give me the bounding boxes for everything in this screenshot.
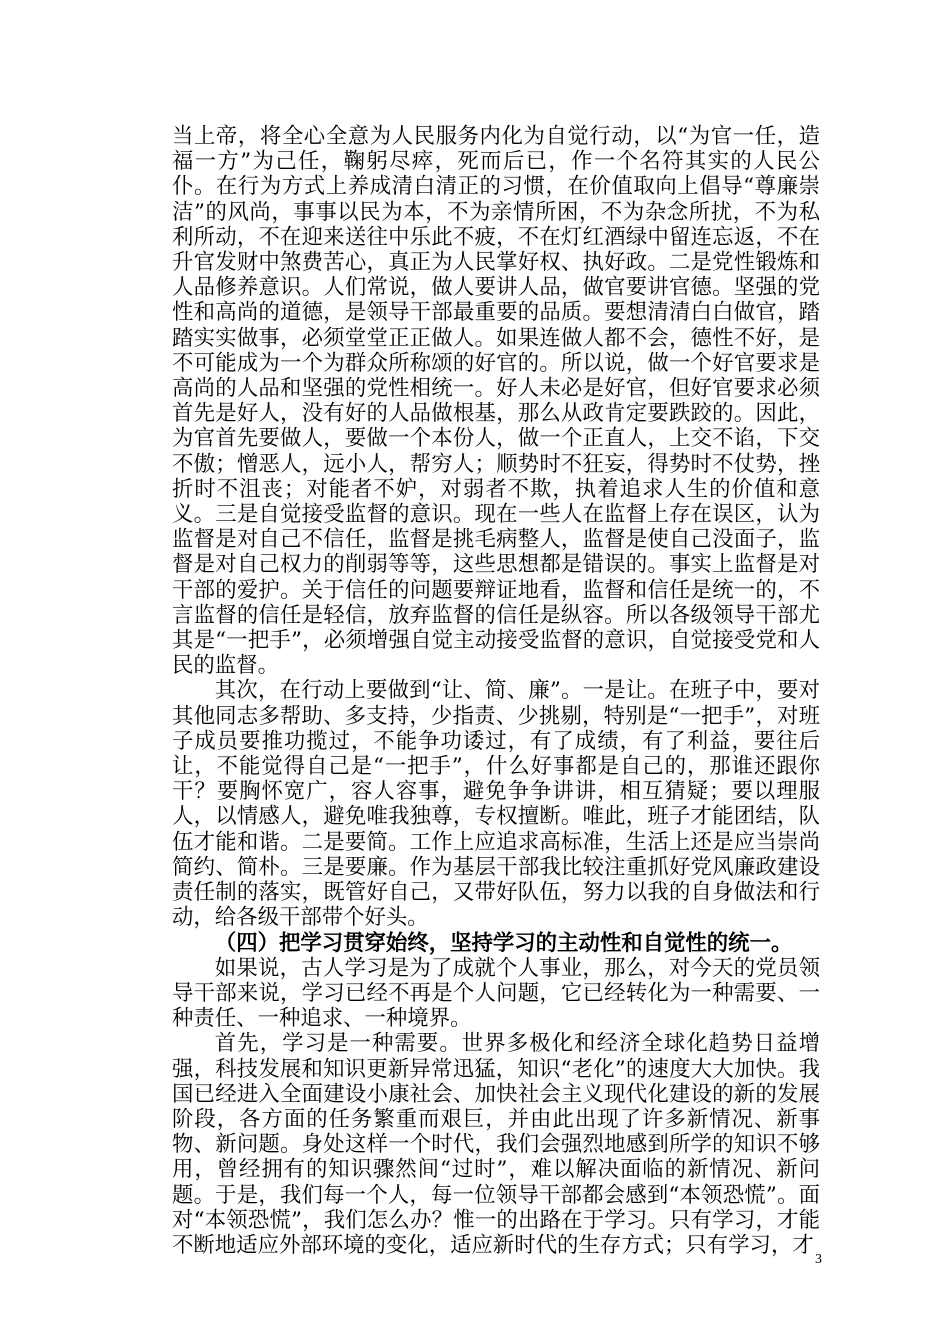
section-heading: （四）把学习贯穿始终，坚持学习的主动性和自觉性的统一。 bbox=[214, 930, 793, 956]
paragraph-learning-need: 首先，学习是一种需要。世界多极化和经济全球化趋势日益增强，科技发展和知识更新异常迅猛，知识“老化”的速度大大加快。我国已经进入全面建设小康社会、加快社会主义现代化建设的新的发展阶段，各方面的任务繁重而艰巨，并由此出现了许多新情况、新事物、新问题。身处这样一个时代，我们会强烈地感到所学的知识不够用，曾经拥有的知识骤然间“过时”，难以解决面临的新情况、新问题。于是，我们每一个人，每一位领导干部都会感到“本领恐慌”。面对“本领恐慌”，我们怎么办？惟一的出路在于学习。只有学习，才能不断地适应外部环境的变化，适应新时代的生存方式；只有学习，才 bbox=[172, 1031, 820, 1258]
paragraph-action: 其次，在行动上要做到“让、简、廉”。一是让。在班子中，要对其他同志多帮助、多支持，少指责、少挑剔，特别是“一把手”，对班子成员要推功揽过，不能争功诿过，有了成绩，有了利益，要往后让，不能觉得自己是“一把手”，什么好事都是自己的，那谁还跟你干？要胸怀宽广，容人容事，避免争争讲讲，相互猜疑；要以理服人，以情感人，避免唯我独尊，专权擅断。唯此，班子才能团结，队伍才能和谐。二是要简。工作上应追求高标准，生活上还是应当崇尚简约、简朴。三是要廉。作为基层干部我比较注重抓好党风廉政建设责任制的落实，既管好自己，又带好队伍，努力以我的自身做法和行动，给各级干部带个好头。 bbox=[172, 678, 820, 931]
paragraph-intro: 如果说，古人学习是为了成就个人事业，那么，对今天的党员领导干部来说，学习已经不再是个人问题，它已经转化为一种需要、一种责任、一种追求、一种境界。 bbox=[172, 955, 820, 1032]
paragraph-continuation: 当上帝，将全心全意为人民服务内化为自觉行动，以“为官一任，造福一方”为己任，鞠躬尽瘁，死而后已，作一个名符其实的人民公仆。在行为方式上养成清白清正的习惯，在价值取向上倡导“尊廉崇洁”的风尚，事事以民为本，不为亲情所困，不为杂念所扰，不为私利所动，不在迎来送往中乐此不疲，不在灯红酒绿中留连忘返，不在升官发财中煞费苦心，真正为人民掌好权、执好政。二是党性锻炼和人品修养意识。人们常说，做人要讲人品，做官要讲官德。坚强的党性和高尚的道德，是领导干部最重要的品质。要想清清白白做官，踏踏实实做事，必须堂堂正正做人。如果连做人都不会，德性不好，是不可能成为一个为群众所称颂的好官的。所以说，做一个好官要求是高尚的人品和坚强的党性相统一。好人未必是好官，但好官要求必须首先是好人，没有好的人品做根基，那么从政肯定要跌跤的。因此，为官首先要做人，要做一个本份人，做一个正直人，上交不谄，下交不傲；憎恶人，远小人，帮穷人；顺势时不狂妄，得势时不仗势，挫折时不沮丧；对能者不妒，对弱者不欺，执着追求人生的价值和意义。三是自觉接受监督的意识。现在一些人在监督上存在误区，认为监督是对自己不信任，监督是挑毛病整人，监督是使自己没面子，监督是对自己权力的削弱等等，这些思想都是错误的。事实上监督是对干部的爱护。关于信任的问题要辩证地看，监督和信任是统一的，不言监督的信任是轻信，放弃监督的信任是纵容。所以各级领导干部尤其是“一把手”，必须增强自觉主动接受监督的意识，自觉接受党和人民的监督。 bbox=[172, 124, 820, 679]
page-number: 3 bbox=[815, 1252, 822, 1267]
document-body bbox=[172, 124, 820, 1258]
